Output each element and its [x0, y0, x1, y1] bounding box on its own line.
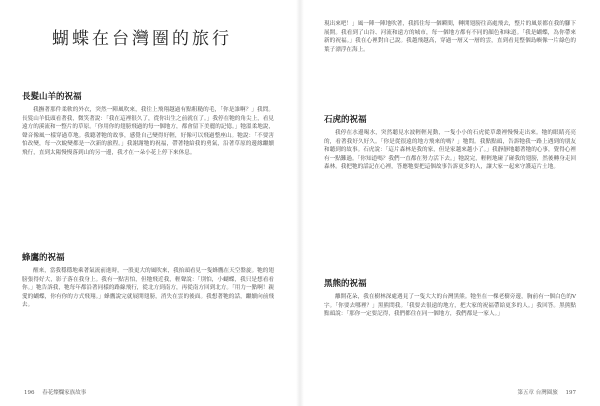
chapter-title: 蝴蝶在台灣圈的旅行	[52, 29, 232, 49]
section-intro	[324, 20, 576, 54]
book-title: 春花燦爛家族故事	[42, 390, 87, 396]
section-hawk	[22, 251, 274, 310]
section-body: 現出來吧！」風一陣一陣地吹著，我抓住每一個瞬間，轉開翅膀往高處飛去，整片的風景都在我的腳下展開。我看到了山谷、河流和遠方的城市，每一個地方都有不同的顏色和味道。「我是蝴蝶，為你帶來新的祝福。」我在心裡對自己說。我越飛越高，穿過一層又一層的雲，直到看見整個島嶼像一片綠色的葉子漂浮在海上。	[324, 21, 576, 53]
section-heading: 長髮山羊的祝福	[22, 92, 82, 102]
section-body: 我撫著那件柔軟的外衣，突然一陣風吹來，我往上飛翔越過有點粗糙的毛，「你是誰啊？」我問。長髮山羊低頭看著我，微笑著說：「我在這裡很久了，從你出生之前就在了。」我停在牠的角尖上，看見遠方的溪流和一整片的草原。「你用你的翅膀飛過的每一個地方，都會留下美麗的記憶。」牠溫柔地說，聲音像風一樣穿過草地。我聽著牠的故事，感覺自己變得好輕，好像可以飛過整座山。牠說：「不要害怕改變，每一次蛻變都是一次新的旅程。」我謝謝牠的祝福，帶著牠給我的勇氣，沿著草原的邊緣繼續飛行，直到太陽慢慢落到山的另一邊，我才在一朵小花上停下來休息。	[22, 107, 274, 156]
section-black-bear	[324, 277, 576, 319]
section-heading: 蜂鷹的祝福	[22, 253, 65, 263]
chapter-label: 第五章 台灣圈旅	[517, 390, 558, 396]
section-goat	[22, 90, 274, 157]
right-page	[300, 0, 600, 406]
section-body: 我停在水邊喝水，突然聽見水波輕輕晃動，一隻小小的石虎從草叢裡慢慢走出來。牠的眼睛亮亮的，看著我好久好久。「你是從很遠的地方飛來的嗎？」牠問。我點點頭，告訴牠我一路上遇到的朋友和聽到的故事。石虎說：「這片森林是我的家，但是家越來越小了。」我靜靜地聽著牠的心事，覺得心裡有一點難過。「你知道嗎？我們一直都在努力活下去。」牠說完，輕輕地碰了碰我的翅膀，然後轉身走回森林。我把牠的話記在心裡，答應牠要把這個故事告訴更多的人，讓大家一起來守護這片土地。	[324, 130, 576, 170]
page-number: 197	[565, 390, 576, 396]
section-body: 離開花朵，我在樹林深處遇見了一隻大大的台灣黑熊。牠坐在一棵老樹旁邊，胸前有一個白色的V字。「你要去哪裡？」黑熊問我。「我要去很遠的地方，把大家的祝福帶給更多的人。」我回答。黑熊點點頭說：「那你一定要記得，我們都住在同一個地方，我們都是一家人。」	[324, 294, 576, 317]
page-number: 196	[24, 390, 35, 396]
section-heading: 黑熊的祝福	[324, 279, 367, 289]
right-folio	[512, 388, 577, 396]
section-body: 醒來，當我穩穩地乘著氣流前進時，一股更大的風吹來，我抬頭看見一隻蜂鷹在天空盤旋。牠的翅膀張得好大，影子落在我身上。我有一點害怕，但牠飛近我，輕聲說：「別怕，小蝴蝶，我只是想看看你。」牠告訴我，牠每年都沿著同樣的路線飛行，從北方到南方，再從南方回到北方。「用力一點啊！親愛的蝴蝶，你有你的方式飛翔。」蜂鷹說完就展開翅膀，消失在雲的後面。我想著牠的話，繼續向前飛去。	[22, 268, 274, 308]
section-leopard-cat	[324, 113, 576, 172]
section-heading: 石虎的祝福	[324, 115, 367, 125]
left-folio	[24, 388, 92, 396]
